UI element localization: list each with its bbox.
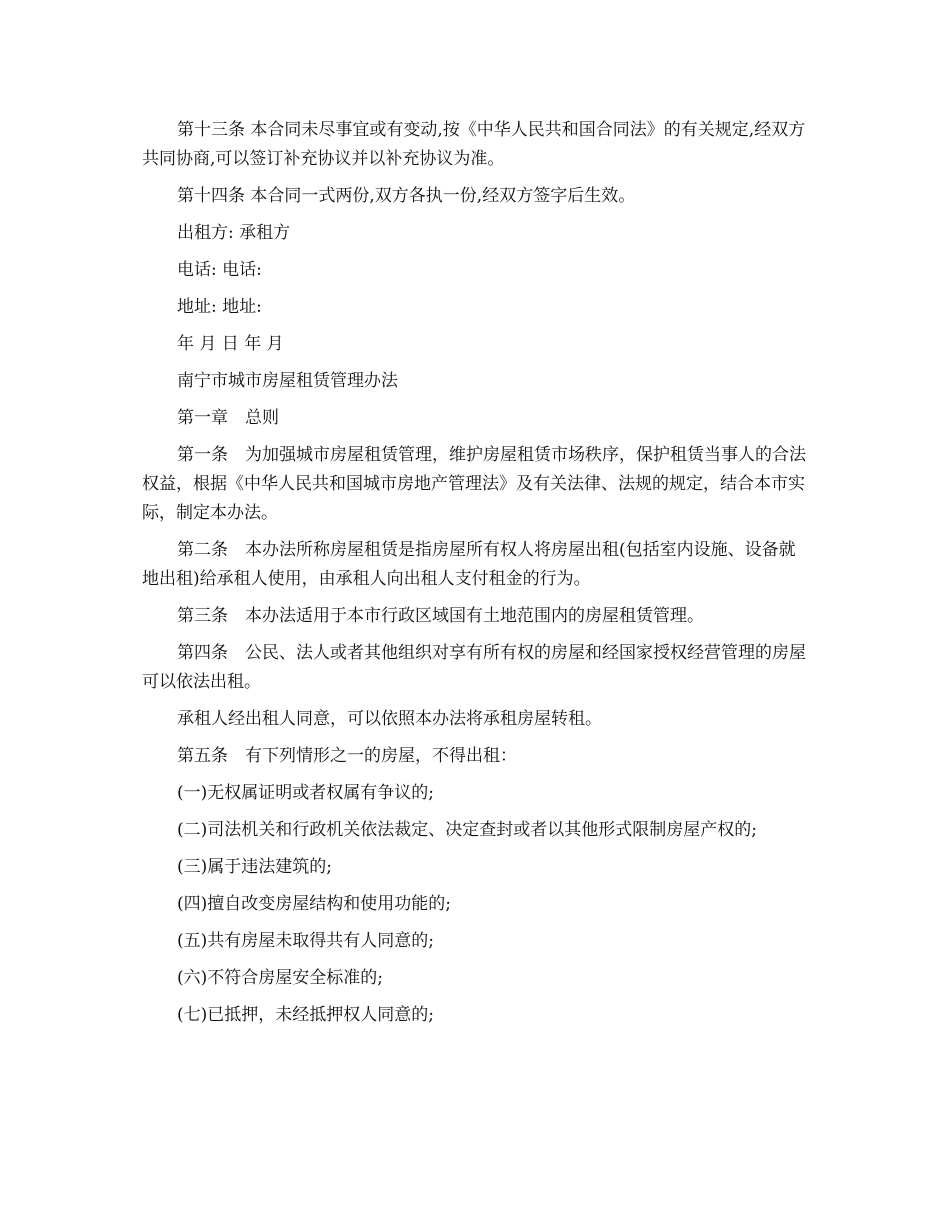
article-5-item-4: (四)擅自改变房屋结构和使用功能的; [177, 894, 451, 914]
signature-date-line: 年 月 日 年 月 [177, 334, 284, 354]
article-2: 第二条 本办法所称房屋租赁是指房屋所有权人将房屋出租(包括室内设施、设备就地出租)给承租人使用，由承租人向出租人支付租金的行为。 [142, 540, 796, 589]
clause-13: 第十三条 本合同未尽事宜或有变动,按《中华人民共和国合同法》的有关规定,经双方共同协商,可以签订补充协议并以补充协议为准。 [142, 120, 806, 169]
signature-party-line: 出租方: 承租方 [177, 223, 291, 243]
article-4: 第四条 公民、法人或者其他组织对享有所有权的房屋和经国家授权经营管理的房屋可以依法出租。 [142, 643, 806, 692]
article-5-item-7: (七)已抵押，未经抵押权人同意的; [177, 1005, 434, 1025]
article-3: 第三条 本办法适用于本市行政区域国有土地范围内的房屋租赁管理。 [177, 606, 704, 626]
signature-phone-line: 电话: 电话: [177, 260, 262, 280]
article-5: 第五条 有下列情形之一的房屋，不得出租： [177, 746, 517, 766]
article-5-item-3: (三)属于违法建筑的; [177, 857, 332, 877]
article-4-sublease: 承租人经出租人同意，可以依照本办法将承租房屋转租。 [177, 709, 602, 729]
article-1: 第一条 为加强城市房屋租赁管理，维护房屋租赁市场秩序，保护租赁当事人的合法权益，根据《中华人民共和国城市房地产管理法》及有关法律、法规的规定，结合本市实际，制定本办法。 [142, 445, 806, 523]
document-body [142, 116, 807, 1038]
article-5-item-1: (一)无权属证明或者权属有争议的; [177, 783, 434, 803]
clause-14: 第十四条 本合同一式两份,双方各执一份,经双方签字后生效。 [177, 186, 636, 206]
article-5-item-5: (五)共有房屋未取得共有人同意的; [177, 931, 434, 951]
article-5-item-2: (二)司法机关和行政机关依法裁定、决定查封或者以其他形式限制房屋产权的; [177, 820, 757, 840]
regulation-title: 南宁市城市房屋租赁管理办法 [177, 371, 398, 391]
article-5-item-6: (六)不符合房屋安全标准的; [177, 968, 383, 988]
chapter-1-heading: 第一章 总则 [177, 408, 279, 428]
signature-address-line: 地址: 地址: [177, 297, 262, 317]
